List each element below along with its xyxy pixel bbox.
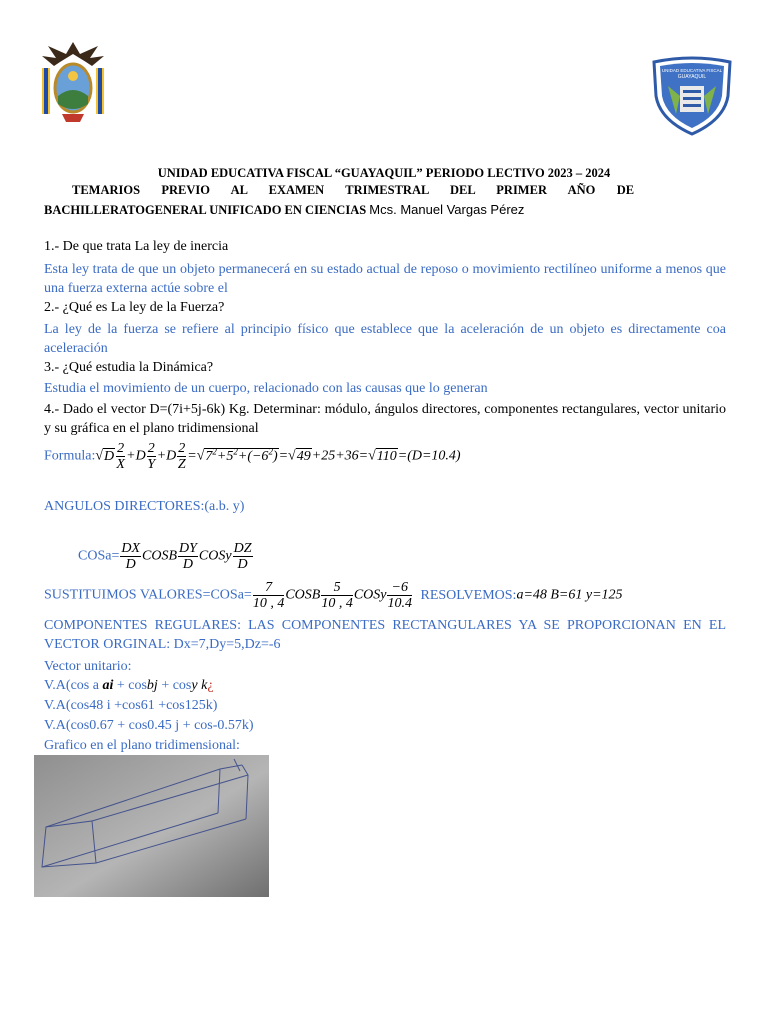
question-3: 3.- ¿Qué estudia la Dinámica? — [44, 360, 214, 375]
vu-part: ai — [102, 678, 114, 693]
answer-1: Esta ley trata de que un objeto permanecerá en su estado actual de reposo o movimiento rectilíneo uniforme a menos que una fuerza externa actúe sobre el — [44, 262, 726, 296]
header-bachillerato: BACHILLERATOGENERAL UNIFICADO EN CIENCIAS — [44, 203, 367, 217]
header-bachillerato-line — [44, 202, 524, 218]
ecuador-coat-of-arms-logo — [38, 40, 108, 125]
vu-part: y k — [191, 678, 208, 693]
cos-formula: COSa= $\frac{DX}{D}$ COSB $\frac{DY}{D}$ COSy $\frac{DZ}{D}$ — [78, 541, 252, 572]
cos-label: COSa= — [78, 548, 120, 564]
header-word: DE — [616, 183, 635, 197]
vector-unitario-line-1 — [44, 676, 726, 695]
header-word: AÑO — [567, 183, 596, 197]
hand-drawn-3d-graph-photo — [34, 755, 269, 897]
header-school-title: UNIDAD EDUCATIVA FISCAL “GUAYAQUIL” PERIODO LECTIVO 2023 – 2024 — [157, 166, 611, 180]
vu-part: + cos — [157, 678, 192, 693]
header-word: TRIMESTRAL — [345, 183, 429, 197]
angulos-title: ANGULOS DIRECTORES:(a.b. y) — [44, 499, 245, 514]
vu-part: V.A(cos a — [44, 678, 103, 693]
logo-name-text: GUAYAQUIL — [677, 74, 707, 80]
vu-part: bj — [146, 678, 158, 693]
header-word: PRIMER — [496, 183, 547, 197]
question-1: 1.- De que trata La ley de inercia — [44, 239, 229, 254]
vector-unitario-line-3: V.A(cos0.67 + cos0.45 j + cos-0.57k) — [44, 718, 254, 733]
vector-unitario-line-2: V.A(cos48 i +cos61 +cos125k) — [44, 698, 218, 713]
grafico-title: Grafico en el plano tridimensional: — [44, 738, 240, 753]
answer-3: Estudia el movimiento de un cuerpo, relacionado con las causas que lo generan — [44, 381, 488, 396]
header-word: TEMARIOS — [72, 183, 141, 197]
formula-line: Formula:√D $\frac{2}{X}$ +D $\frac{2}{Y}$ +D $\frac{2}{Z}$ $=√7^2+5^2+(-6^2)=√49+25+36=√110=(D=10.4)$ — [44, 441, 461, 472]
sustituimos-line: SUSTITUIMOS VALORES=COSa= $\frac{7}{10 , 4}$ COSB $\frac{5}{10 , 4}$ COSy $\frac{-6}{10.4}$ RESOLVEMOS:a=48 B=61 y=125 — [44, 580, 623, 611]
header-word: DEL — [449, 183, 475, 197]
header-word: PREVIO — [161, 183, 211, 197]
resolvemos-values: a=48 B=61 y=125 — [516, 587, 623, 603]
header-author: Mcs. Manuel Vargas Pérez — [369, 202, 525, 217]
vector-unitario-title: Vector unitario: — [44, 659, 132, 674]
componentes-text: COMPONENTES REGULARES: LAS COMPONENTES RECTANGULARES YA SE PROPORCIONAN EN EL VECTOR ORGINAL: Dx=7,Dy=5,Dz=-6 — [44, 618, 726, 652]
header-temario-line — [72, 183, 634, 198]
school-shield-logo — [650, 56, 734, 136]
resolvemos-label: RESOLVEMOS: — [420, 587, 517, 603]
answer-2: La ley de la fuerza se refiere al principio físico que establece que la aceleración de un objeto es directamente coa aceleración — [44, 322, 726, 356]
question-2: 2.- ¿Qué es La ley de la Fuerza? — [44, 300, 225, 315]
header-word: EXAMEN — [268, 183, 325, 197]
header-word: AL — [230, 183, 248, 197]
vu-part: ¿ — [207, 678, 214, 693]
logo-top-text: UNIDAD EDUCATIVA FISCAL — [661, 68, 723, 73]
formula-result: =(D=10.4) — [397, 448, 461, 464]
formula-label: Formula: — [44, 448, 96, 464]
sustituimos-label: SUSTITUIMOS VALORES=COSa= — [44, 587, 252, 603]
question-4: 4.- Dado el vector D=(7i+5j-6k) Kg. Determinar: módulo, ángulos directores, componentes rectangulares, vector unitario y su gráfica en el plano tridimensional — [44, 402, 726, 436]
vu-part: + cos — [113, 678, 147, 693]
